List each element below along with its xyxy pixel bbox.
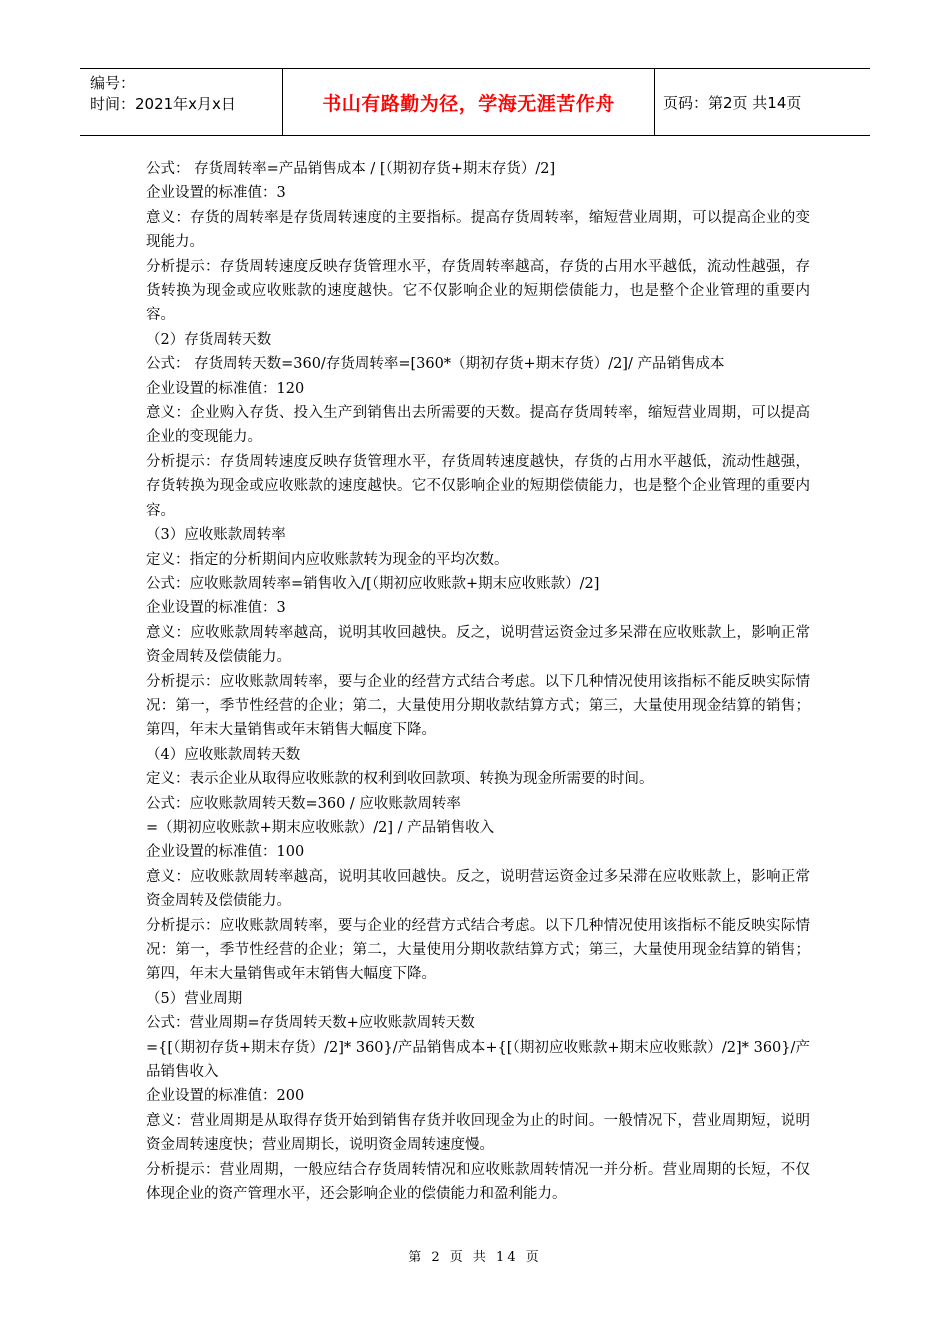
paragraph: 公式： 存货周转天数=360/存货周转率=[360*（期初存货+期末存货）/2]/ 产品销售成本 (146, 356, 725, 373)
document-date: 时间：2021年x月x日 (90, 95, 236, 113)
page-footer: 第 2 页 共 14 页 (408, 1250, 542, 1265)
paragraph: 分析提示：应收账款周转率，要与企业的经营方式结合考虑。以下几种情况使用该指标不能反映实际情况：第一，季节性经营的企业；第二，大量使用分期收款结算方式；第三，大量使用现金结算的销售；第四，年末大量销售或年末销售大幅度下降。 (146, 673, 810, 739)
paragraph: 意义：应收账款周转率越高，说明其收回越快。反之，说明营运资金过多呆滞在应收账款上，影响正常资金周转及偿债能力。 (146, 868, 810, 910)
paragraph: （4）应收账款周转天数 (146, 746, 301, 763)
paragraph: 公式：营业周期=存货周转天数+应收账款周转天数 (146, 1015, 475, 1032)
paragraph: 意义：营业周期是从取得存货开始到销售存货并收回现金为止的时间。一般情况下，营业周期短，说明资金周转速度快；营业周期长，说明资金周转速度慢。 (146, 1112, 810, 1154)
paragraph: =（期初应收账款+期末应收账款）/2] / 产品销售收入 (146, 819, 495, 836)
paragraph: 定义：指定的分析期间内应收账款转为现金的平均次数。 (146, 551, 509, 568)
paragraph: 公式：应收账款周转率=销售收入/[（期初应收账款+期末应收账款）/2] (146, 575, 600, 592)
paragraph: 企业设置的标准值：3 (146, 600, 286, 617)
paragraph: 企业设置的标准值：100 (146, 844, 305, 861)
header-motto: 书山有路勤为径，学海无涯苦作舟 (282, 69, 655, 135)
paragraph: 意义：存货的周转率是存货周转速度的主要指标。提高存货周转率，缩短营业周期，可以提高企业的变现能力。 (146, 209, 810, 251)
paragraph: ={[（期初存货+期末存货）/2]* 360}/产品销售成本+{[（期初应收账款+期末应收账款）/2]* 360}/产品销售收入 (146, 1039, 810, 1081)
header-meta (80, 69, 282, 135)
paragraph: （2）存货周转天数 (146, 331, 272, 348)
paragraph: （3）应收账款周转率 (146, 527, 286, 544)
paragraph: 公式： 存货周转率=产品销售成本 / [（期初存货+期末存货）/2] (146, 161, 556, 177)
header-page-info: 页码：第2页 共14页 (663, 93, 802, 112)
paragraph: 意义：企业购入存货、投入生产到销售出去所需要的天数。提高存货周转率，缩短营业周期，可以提高企业的变现能力。 (146, 405, 810, 446)
paragraph: （5）营业周期 (146, 990, 243, 1007)
paragraph: 分析提示：存货周转速度反映存货管理水平，存货周转速度越快，存货的占用水平越低，流动性越强，存货转换为现金或应收账款的速度越快。它不仅影响企业的短期偿债能力，也是整个企业管理的重要内容。 (146, 453, 810, 519)
paragraph: 分析提示：营业周期，一般应结合存货周转情况和应收账款周转情况一并分析。营业周期的长短，不仅体现企业的资产管理水平，还会影响企业的偿债能力和盈利能力。 (146, 1161, 810, 1203)
paragraph: 分析提示：存货周转速度反映存货管理水平，存货周转率越高，存货的占用水平越低，流动性越强，存货转换为现金或应收账款的速度越快。它不仅影响企业的短期偿债能力，也是整个企业管理的重要内容。 (146, 258, 810, 324)
paragraph: 公式：应收账款周转天数=360 / 应收账款周转率 (146, 795, 461, 812)
document-body (146, 157, 810, 1206)
paragraph: 分析提示：应收账款周转率，要与企业的经营方式结合考虑。以下几种情况使用该指标不能反映实际情况：第一，季节性经营的企业；第二，大量使用分期收款结算方式；第三，大量使用现金结算的销售；第四，年末大量销售或年末销售大幅度下降。 (146, 917, 810, 983)
paragraph: 企业设置的标准值：3 (146, 185, 286, 202)
paragraph: 企业设置的标准值：200 (146, 1088, 305, 1105)
paragraph: 意义：应收账款周转率越高，说明其收回越快。反之，说明营运资金过多呆滞在应收账款上，影响正常资金周转及偿债能力。 (146, 624, 810, 666)
paragraph: 企业设置的标准值：120 (146, 380, 305, 397)
paragraph: 定义：表示企业从取得应收账款的权利到收回款项、转换为现金所需要的时间。 (146, 771, 654, 788)
document-number-label: 编号： (90, 74, 136, 92)
page-header (80, 68, 870, 136)
